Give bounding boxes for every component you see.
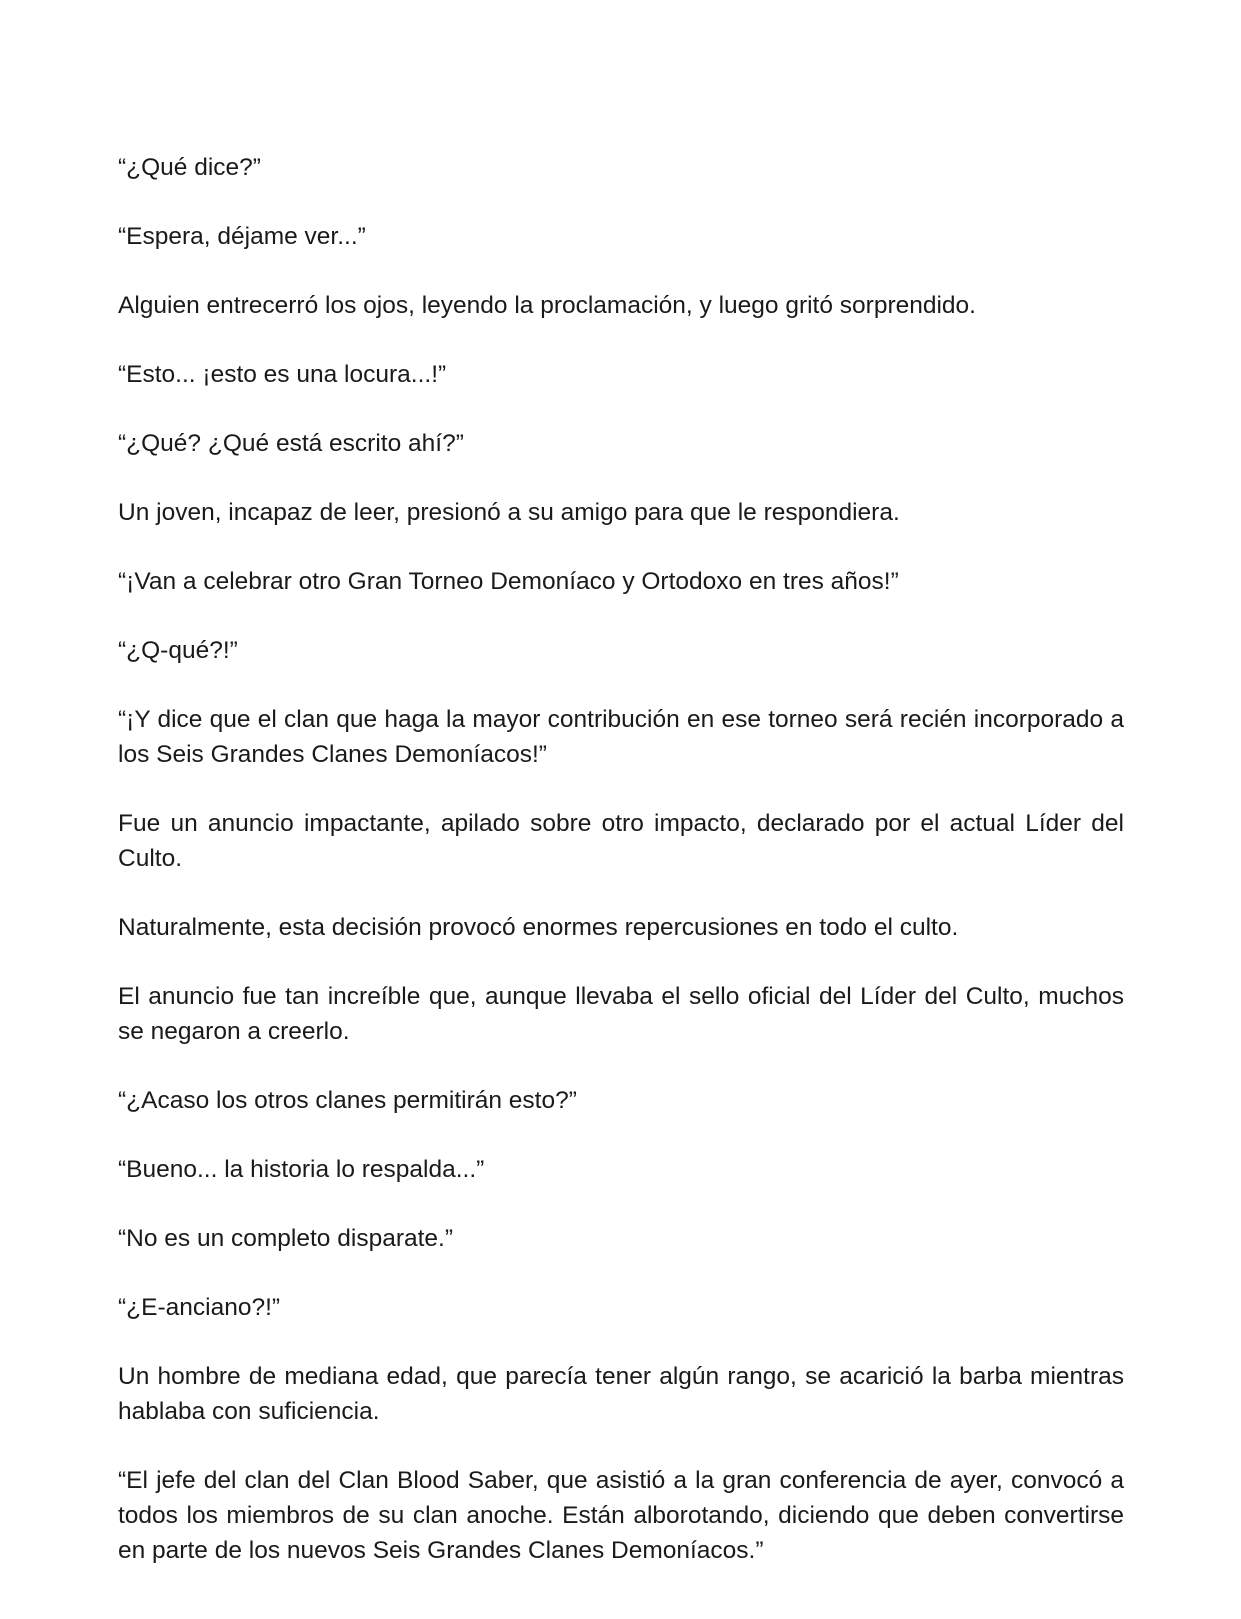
paragraph: “Esto... ¡esto es una locura...!” bbox=[118, 361, 447, 388]
paragraph: “¿Q-qué?!” bbox=[118, 637, 238, 664]
paragraph: “¿Qué dice?” bbox=[118, 154, 261, 181]
paragraph: “¡Van a celebrar otro Gran Torneo Demoníaco y Ortodoxo en tres años!” bbox=[118, 568, 899, 595]
paragraph: Naturalmente, esta decisión provocó enormes repercusiones en todo el culto. bbox=[118, 914, 959, 941]
paragraph: “No es un completo disparate.” bbox=[118, 1225, 453, 1252]
paragraph: “¡Y dice que el clan que haga la mayor contribución en ese torneo será recién incorporado a los Seis Grandes Clanes Demoníacos!” bbox=[118, 706, 1124, 768]
paragraph: “¿E-anciano?!” bbox=[118, 1294, 281, 1321]
paragraph: Un hombre de mediana edad, que parecía tener algún rango, se acarició la barba mientras hablaba con suficiencia. bbox=[118, 1363, 1124, 1425]
paragraph: Fue un anuncio impactante, apilado sobre otro impacto, declarado por el actual Líder del Culto. bbox=[118, 810, 1124, 872]
paragraph: El anuncio fue tan increíble que, aunque llevaba el sello oficial del Líder del Culto, muchos se negaron a creerlo. bbox=[118, 983, 1124, 1045]
paragraph: Un joven, incapaz de leer, presionó a su amigo para que le respondiera. bbox=[118, 499, 900, 526]
document-body bbox=[118, 150, 1124, 1568]
paragraph: “Bueno... la historia lo respalda...” bbox=[118, 1156, 485, 1183]
paragraph: “Espera, déjame ver...” bbox=[118, 223, 366, 250]
paragraph: Alguien entrecerró los ojos, leyendo la proclamación, y luego gritó sorprendido. bbox=[118, 292, 976, 319]
paragraph: “¿Acaso los otros clanes permitirán esto?” bbox=[118, 1087, 577, 1114]
paragraph: “¿Qué? ¿Qué está escrito ahí?” bbox=[118, 430, 464, 457]
paragraph: “El jefe del clan del Clan Blood Saber, que asistió a la gran conferencia de ayer, convocó a todos los miembros de su clan anoche. Están alborotando, diciendo que deben convertirse en parte de los nuevos Seis Grandes Clanes Demoníacos.” bbox=[118, 1467, 1124, 1564]
